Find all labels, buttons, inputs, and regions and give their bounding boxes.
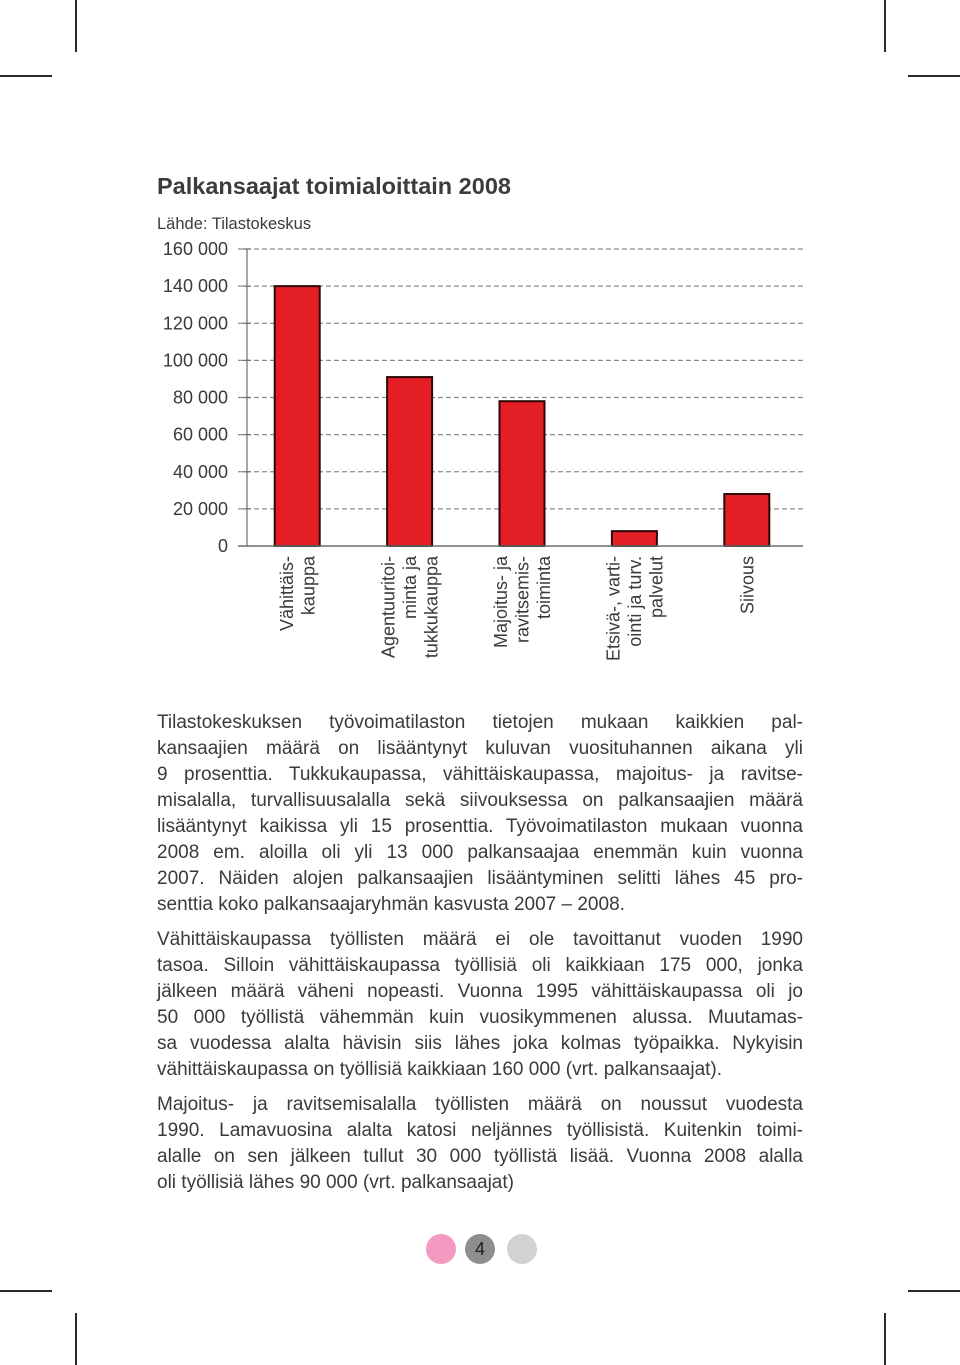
- bar-4: [612, 531, 657, 546]
- page-indicator-dot: [426, 1234, 456, 1264]
- text-line: lisääntynyt kaikissa yli 15 prosenttia. Työvoimatilaston mukaan vuonna: [157, 816, 803, 837]
- text-line: Vähittäiskaupassa työllisten määrä ei ole tavoittanut vuoden 1990: [157, 929, 803, 950]
- x-category-label: Siivous: [737, 556, 758, 615]
- y-tick-label: 140 000: [162, 276, 228, 297]
- page-number: 4: [474, 1239, 485, 1259]
- y-tick-label: 0: [217, 536, 228, 556]
- y-tick-label: 160 000: [162, 239, 228, 259]
- bar-3: [500, 401, 545, 546]
- page-indicator-dot: [507, 1234, 537, 1264]
- crop-mark: [0, 1290, 52, 1292]
- x-category-label: Agentuuritoi-: [378, 556, 399, 659]
- text-line: 1990. Lamavuosina alalta katosi neljännes työllisistä. Kuitenkin toimi-: [157, 1120, 803, 1141]
- text-line: alalle on sen jälkeen tullut 30 000 työllistä lisää. Vuonna 2008 alalla: [157, 1146, 803, 1167]
- text-line: 2008 em. aloilla oli yli 13 000 palkansaajaa enemmän kuin vuonna: [157, 842, 803, 863]
- x-category-label: Majoitus- ja: [491, 556, 511, 649]
- text-line: 9 prosenttia. Tukkukaupassa, vähittäiskaupassa, majoitus- ja ravitse-: [157, 764, 803, 785]
- text-line: sa vuodessa alalta hävisin siis lähes joka kolmas työpaikka. Nykyisin: [157, 1033, 803, 1054]
- body-text: [157, 710, 803, 1205]
- y-tick-label: 120 000: [162, 313, 228, 334]
- text-line: 50 000 työllistä vähemmän kuin vuosikymmenen alussa. Muutamas-: [157, 1007, 803, 1028]
- paragraph: [157, 710, 803, 918]
- text-line: Tilastokeskuksen työvoimatilaston tietojen mukaan kaikkien pal-: [157, 712, 803, 733]
- x-category-label: Vähittäis-: [276, 556, 297, 632]
- x-category-label: palvelut: [646, 556, 667, 619]
- chart-title: Palkansaajat toimialoittain 2008: [157, 173, 511, 199]
- bar-5: [724, 494, 769, 546]
- bar-1: [275, 286, 320, 546]
- paragraph: [157, 927, 803, 1083]
- text-line: jälkeen määrä väheni nopeasti. Vuonna 1995 vähittäiskaupassa oli jo: [157, 981, 803, 1002]
- text-line: vähittäiskaupassa on työllisiä kaikkiaan 160 000 (vrt. palkansaajat).: [157, 1059, 723, 1080]
- y-tick-label: 40 000: [172, 461, 228, 482]
- x-category-label: kauppa: [298, 556, 319, 616]
- x-category-label: Etsivä-, varti-: [603, 556, 624, 662]
- y-tick-label: 60 000: [172, 424, 228, 445]
- text-line: kansaajien määrä on lisääntynyt kuluvan vuosituhannen aikana yli: [157, 738, 803, 759]
- page-indicator-dot: [465, 1234, 495, 1264]
- text-line: senttia koko palkansaajaryhmän kasvusta 2007 – 2008.: [157, 894, 625, 915]
- text-line: 2007. Näiden alojen palkansaajien lisääntyminen selitti lähes 45 pro-: [157, 868, 803, 889]
- y-tick-label: 20 000: [172, 498, 228, 519]
- bar-2: [387, 377, 432, 546]
- text-line: oli työllisiä lähes 90 000 (vrt. palkansaajat): [157, 1172, 514, 1193]
- x-category-label: minta ja: [400, 556, 421, 620]
- x-category-label: ravitsemis-: [512, 556, 533, 644]
- crop-mark: [75, 1313, 77, 1365]
- y-tick-label: 80 000: [172, 387, 228, 408]
- x-category-label: tukkukauppa: [421, 556, 442, 659]
- x-category-label: ointi ja turv.: [624, 556, 645, 647]
- chart-source: Lähde: Tilastokeskus: [157, 215, 312, 233]
- text-line: misalalla, turvallisuusalalla sekä siivouksessa on palkansaajien määrä: [157, 790, 803, 811]
- text-line: Majoitus- ja ravitsemisalalla työllisten määrä on noussut vuodesta: [157, 1094, 803, 1115]
- paragraph: [157, 1092, 803, 1196]
- x-category-label: toiminta: [534, 556, 554, 620]
- crop-mark: [884, 1313, 886, 1365]
- text-line: tasoa. Silloin vähittäiskaupassa työllisiä oli kaikkiaan 175 000, jonka: [157, 955, 803, 976]
- y-tick-label: 100 000: [162, 350, 228, 371]
- crop-mark: [908, 1290, 960, 1292]
